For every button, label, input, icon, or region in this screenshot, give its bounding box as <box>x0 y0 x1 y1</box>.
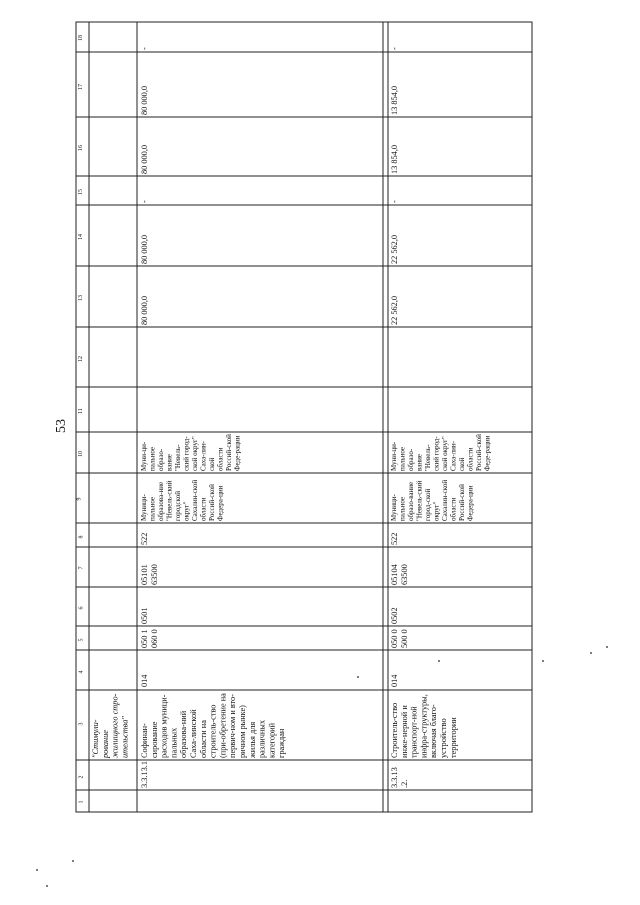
row1-c9: Муници-пальное образова-ние "Невель-ский городской округ" Сахалин-ской области Россий-ской Федера-ции <box>140 479 225 521</box>
group-title: "Стимули-рование жилищного стро-ительства" <box>91 693 130 758</box>
row2-c9: Муници-пальное образо-вание "Невель-ский город-ской округ" Сахалин-ской области Россий-ской Федера-ции <box>390 479 475 521</box>
row2-c7: 05104 63500 <box>390 564 409 585</box>
row1-c6: 0501 <box>140 607 149 624</box>
row2-c6: 0502 <box>390 607 399 624</box>
header-number: 11 <box>77 408 84 414</box>
row2-c17: 13 854,0 <box>390 85 399 115</box>
row1-c13: 80 000,0 <box>140 295 149 325</box>
page-number: 53 <box>54 419 69 433</box>
row2-c5: 050 0 500 0 <box>390 629 409 648</box>
row1-c15: - <box>140 200 149 203</box>
header-number: 12 <box>78 356 84 362</box>
header-number: 14 <box>78 234 84 240</box>
row1-c18: - <box>140 47 149 50</box>
scan-speck <box>542 660 544 662</box>
row2-c18: - <box>390 47 399 50</box>
header-number: 3 <box>78 722 85 726</box>
row2-name: Строитель-ство инже-нерной и транспорт-ной инфра-структуры, включая благо-устройство территории <box>390 694 458 758</box>
scan-speck <box>590 652 592 654</box>
header-number: 5 <box>78 638 85 642</box>
row2-c16: 13 854,0 <box>390 144 399 174</box>
header-number: 15 <box>78 189 84 195</box>
scan-speck <box>357 676 359 678</box>
header-number: 7 <box>78 566 85 570</box>
scan-speck <box>72 860 74 862</box>
header-number: 10 <box>78 451 84 457</box>
row1-c7: 05101 63500 <box>140 564 159 585</box>
row1-c10: Муни-ци-пальное образо-вание "Невель-ский город-ской округ" Саха-лин-ской области Россий-ской Феде-рации <box>140 434 242 471</box>
scan-speck <box>438 660 440 662</box>
row1-c17: 80 000,0 <box>140 85 149 115</box>
row1-c8: 522 <box>140 532 149 545</box>
row1-c5: 050 1 060 0 <box>140 629 159 648</box>
row2-c8: 522 <box>390 532 399 545</box>
row2-code: 3.3.13 .2. <box>390 767 409 788</box>
row1-code: 3.3.13.1 <box>140 761 149 788</box>
header-number: 17 <box>78 84 84 90</box>
row1-name: Софинан-сирование расходов муници-пальных образова-ний Саха-линской области на строитель-ство (при-обретение на первич-ном и вто-ричном рынке) жилья для различных категорий граждан <box>140 693 287 758</box>
scan-speck <box>46 885 48 887</box>
row2-c13: 22 562,0 <box>390 295 399 325</box>
header-number: 1 <box>78 800 85 804</box>
scan-speck <box>606 646 608 648</box>
row2-c10: Муни-ци-пальное образо-вание "Невель-ский город-ской округ" Саха-лин-ской области Россий-ской Феде-рации <box>390 434 492 471</box>
header-number: 4 <box>78 670 85 674</box>
row1-c14: 80 000,0 <box>140 234 149 264</box>
scan-speck <box>36 869 38 871</box>
header-number: 2 <box>78 775 85 779</box>
header-number: 16 <box>78 145 84 151</box>
header-number: 13 <box>78 295 84 301</box>
row1-c16: 80 000,0 <box>140 144 149 174</box>
row2-c4: 014 <box>390 674 399 687</box>
header-number: 9 <box>76 497 83 501</box>
row1-c4: 014 <box>140 674 149 687</box>
header-number: 6 <box>78 606 85 610</box>
row2-c14: 22 562,0 <box>390 234 399 264</box>
header-number: 18 <box>78 35 84 41</box>
row2-c15: - <box>390 200 399 203</box>
header-number: 8 <box>78 535 85 539</box>
